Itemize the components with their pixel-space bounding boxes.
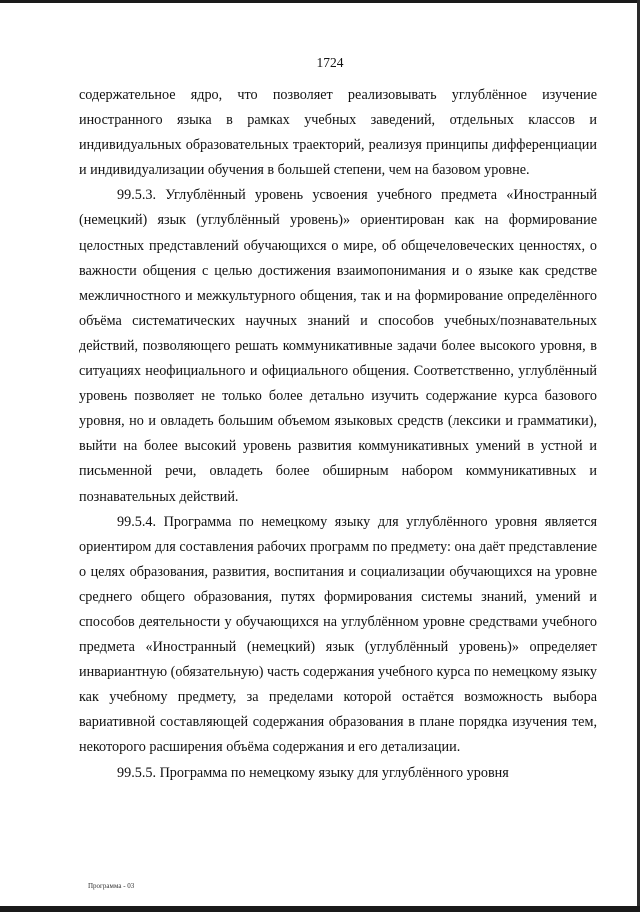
paragraph-continuation: содержательное ядро, что позволяет реализовывать углублённое изучение иностранного языка в рамках учебных заведений, отдельных классов и индивидуальных образовательных траекторий, реализуя принципы дифференциации и индивидуализации обучения в большей степени, чем на базовом уровне.	[79, 87, 597, 179]
paragraph-99-5-4: 99.5.4. Программа по немецкому языку для углублённого уровня является ориентиром для составления рабочих программ по предмету: она даёт представление о целях образования, развития, воспитания и социализации обучающихся на уровне среднего общего образования, путях формирования системы знаний, умений и способов деятельности у обучающихся на углублённом уровне средствами учебного предмета «Иностранный (немецкий) язык (углублённый уровень)» определяет инвариантную (обязательную) часть содержания учебного курса по немецкому языку как учебному предмету, за пределами которой остаётся возможность выбора вариативной составляющей содержания образования в плане порядка изучения тем, некоторого расширения объёма содержания и его детализации.	[79, 513, 597, 756]
page-footer: Программа - 03	[88, 882, 135, 890]
page-number: 1724	[316, 55, 344, 70]
paragraph-99-5-5: 99.5.5. Программа по немецкому языку для углублённого уровня	[117, 764, 509, 781]
scan-edge-bottom	[0, 906, 640, 912]
document-body	[79, 83, 597, 786]
paragraph-99-5-3: 99.5.3. Углублённый уровень усвоения учебного предмета «Иностранный (немецкий) язык (углублённый уровень)» ориентирован как на формирование целостных представлений обучающихся о мире, об общечеловеческих ценностях, о важности общения с целью достижения взаимопонимания и о языке как средстве межличностного и межкультурного общения, так и на формирование определённого объёма систематических научных знаний и способов учебных/познавательных действий, позволяющего решать коммуникативные задачи более высокого уровня, в ситуациях неофициального и официального общения. Соответственно, углублённый уровень позволяет не только более детально изучить содержание курса базового уровня, но и овладеть большим объемом языковых средств (лексики и грамматики), выйти на более высокий уровень развития коммуникативных умений в устной и письменной речи, овладеть более обширным набором коммуникативных и познавательных действий.	[79, 187, 597, 505]
scan-edge-top	[0, 0, 640, 3]
